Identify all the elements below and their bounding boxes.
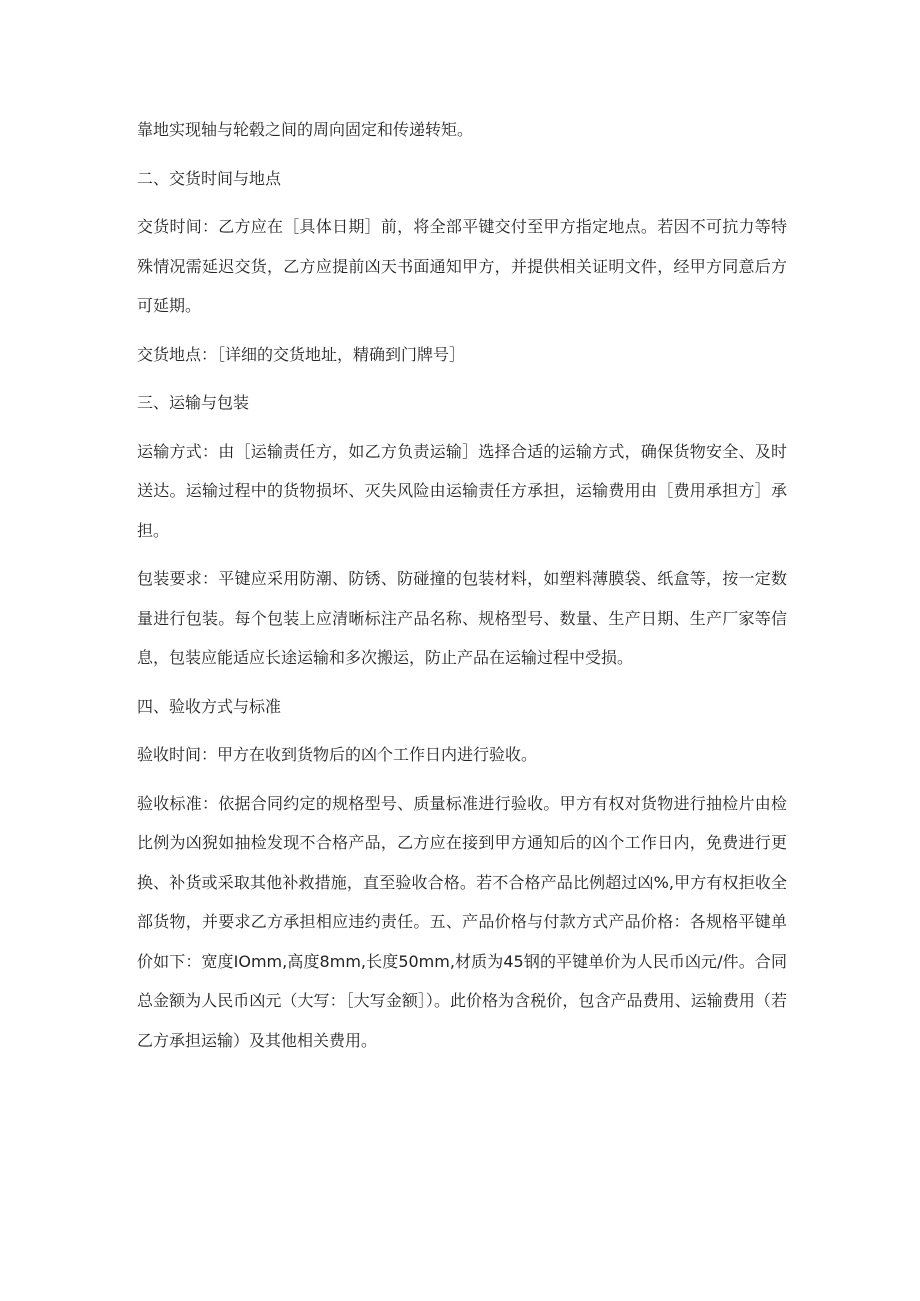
section-heading-transport: 三、运输与包装 — [137, 393, 250, 412]
document-page — [137, 110, 787, 1060]
paragraph-acceptance-time: 验收时间：甲方在收到货物后的凶个工作日内进行验收。 — [137, 745, 538, 764]
paragraph-packaging: 包装要求：平键应采用防潮、防锈、防碰撞的包装材料，如塑料薄膜袋、纸盒等，按一定数量进行包装。每个包装上应清晰标注产品名称、规格型号、数量、生产日期、生产厂家等信息，包装应能适应长途运输和多次搬运，防止产品在运输过程中受损。 — [137, 569, 787, 667]
paragraph-acceptance-standard: 验收标准：依据合同约定的规格型号、质量标准进行验收。甲方有权对货物进行抽检片由检比例为凶猊如抽检发现不合格产品，乙方应在接到甲方通知后的凶个工作日内，免费进行更换、补货或采取其他补救措施，直至验收合格。若不合格产品比例超过凶%,甲方有权拒收全部货物，并要求乙方承担相应违约责任。五、产品价格与付款方式产品价格：各规格平键单价如下：宽度IOmm,高度8mm,长度50mm,材质为45钢的平键单价为人民币凶元/件。合同总金额为人民币凶元（大写：［大写金额］）。此价格为含税价，包含产品费用、运输费用（若乙方承担运输）及其他相关费用。 — [137, 793, 787, 1050]
paragraph-transport-method: 运输方式：由［运输责任方，如乙方负责运输］选择合适的运输方式，确保货物安全、及时送达。运输过程中的货物损坏、灭失风险由运输责任方承担，运输费用由［费用承担方］承担。 — [137, 441, 787, 540]
section-heading-delivery: 二、交货时间与地点 — [137, 168, 282, 188]
paragraph-delivery-time: 交货时间：乙方应在［具体日期］前，将全部平键交付至甲方指定地点。若因不可抗力等特殊情况需延迟交货，乙方应提前凶天书面通知甲方，并提供相关证明文件，经甲方同意后方可延期。 — [137, 217, 787, 315]
section-heading-acceptance: 四、验收方式与标准 — [137, 696, 282, 716]
paragraph-delivery-location: 交货地点：［详细的交货地址，精确到门牌号］ — [137, 344, 466, 364]
paragraph-intro: 靠地实现轴与轮毂之间的周向固定和传递转矩。 — [137, 120, 474, 139]
